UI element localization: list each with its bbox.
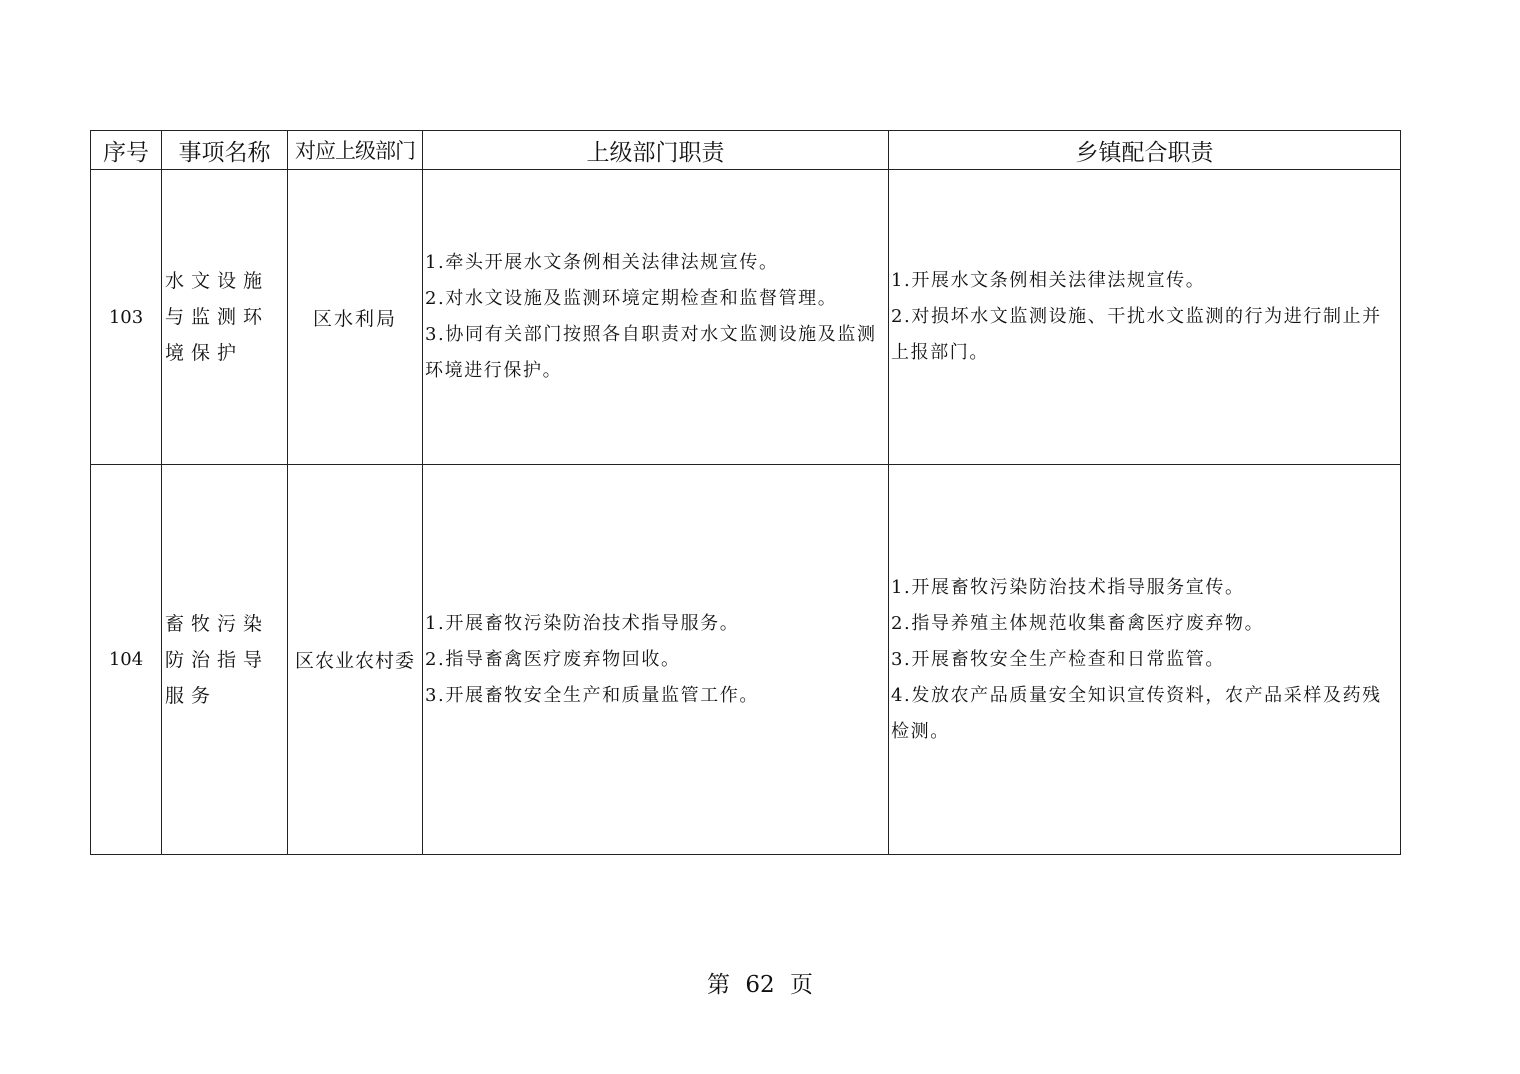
town-duty-item: 1.开展畜牧污染防治技术指导服务宣传。 — [891, 576, 1245, 598]
table-row — [91, 170, 1401, 465]
row-item-name: 水文设施与监测环境保护 — [162, 170, 288, 465]
row-upper-duty — [423, 170, 889, 465]
row-seq: 104 — [91, 465, 162, 855]
upper-duty-item: 1.开展畜牧污染防治技术指导服务。 — [425, 612, 740, 634]
header-seq: 序号 — [91, 131, 162, 170]
upper-duty-item: 2.对水文设施及监测环境定期检查和监督管理。 — [425, 288, 838, 309]
town-duty-item: 3.开展畜牧安全生产检查和日常监管。 — [891, 648, 1225, 670]
town-duty-item: 2.对损坏水文监测设施、干扰水文监测的行为进行制止并上报部门。 — [891, 306, 1382, 363]
header-item-name: 事项名称 — [162, 131, 288, 170]
row-item-name: 畜牧污染防治指导服务 — [162, 465, 288, 855]
upper-duty-item: 2.指导畜禽医疗废弃物回收。 — [425, 648, 681, 670]
upper-duty-item: 3.开展畜牧安全生产和质量监管工作。 — [425, 684, 759, 706]
table-row — [91, 465, 1401, 855]
header-upper-duty: 上级部门职责 — [423, 131, 889, 170]
footer-prefix: 第 — [707, 972, 731, 998]
header-town-duty: 乡镇配合职责 — [889, 131, 1401, 170]
town-duty-item: 4.发放农产品质量安全知识宣传资料，农产品采样及药残检测。 — [891, 684, 1382, 742]
header-dept: 对应上级部门 — [288, 131, 423, 170]
page-number: 62 — [745, 972, 775, 998]
town-duty-item: 1.开展水文条例相关法律法规宣传。 — [891, 270, 1206, 291]
row-dept: 区农业农村委 — [288, 465, 423, 855]
footer-suffix: 页 — [789, 972, 813, 998]
upper-duty-item: 3.协同有关部门按照各自职责对水文监测设施及监测环境进行保护。 — [425, 324, 877, 381]
row-upper-duty — [423, 465, 889, 855]
duty-table — [90, 130, 1401, 855]
upper-duty-item: 1.牵头开展水文条例相关法律法规宣传。 — [425, 252, 779, 273]
table-header-row — [91, 131, 1401, 170]
row-town-duty — [889, 465, 1401, 855]
row-town-duty — [889, 170, 1401, 465]
row-seq: 103 — [91, 170, 162, 465]
page-footer — [0, 966, 1520, 999]
row-dept: 区水利局 — [288, 170, 423, 465]
town-duty-item: 2.指导养殖主体规范收集畜禽医疗废弃物。 — [891, 612, 1265, 634]
